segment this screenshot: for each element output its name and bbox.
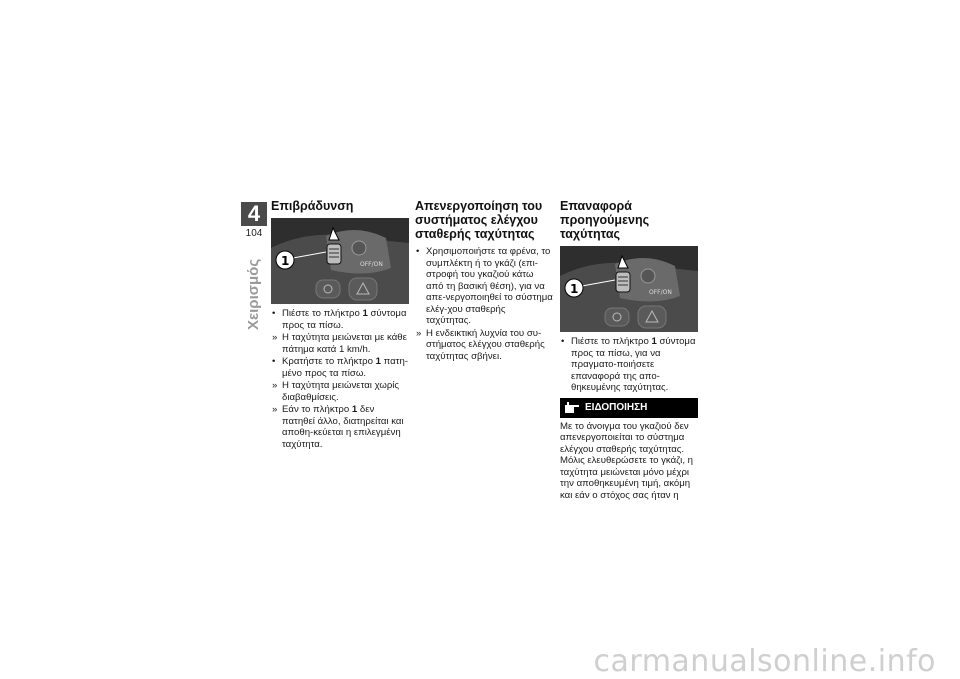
- callout-1: 1: [281, 254, 290, 268]
- watermark: carmanualsonline.info: [593, 644, 936, 679]
- list-item: • Κρατήστε το πλήκτρο 1 πατη-μένο προς τα πίσω.: [272, 356, 408, 379]
- steps-list: [271, 308, 409, 450]
- list-item: • Χρησιμοποιήστε τα φρένα, το συμπλέκτη ή το γκάζι (επι-στροφή του γκαζιού κάτω από τη βασική θέση), για να απε-νεργοποιηθεί το σύστημα ελέγ-χου σταθερής ταχύτητας.: [416, 246, 553, 326]
- column-resume: [560, 199, 698, 501]
- list-item: • Πιέστε το πλήκτρο 1 σύντομα προς τα πίσω, για να πραγματο-ποιήσετε επαναφορά της απο-θηκευμένης ταχύτητας.: [561, 336, 696, 393]
- heading-deactivation: Απενεργοποίηση του συστήματος ελέγχου σταθερής ταχύτητας: [415, 199, 543, 241]
- column-deactivation: [415, 199, 553, 363]
- switch-label: OFF/ON: [360, 261, 383, 268]
- list-item: » Η ενδεικτική λυχνία του συ-στήματος ελέγχου σταθερής ταχύτητας σβήνει.: [416, 327, 545, 362]
- notice-banner: [560, 398, 698, 418]
- hand-pointing-icon: [565, 402, 579, 414]
- heading-deceleration: Επιβράδυνση: [271, 199, 354, 213]
- page-number: 104: [245, 228, 263, 239]
- chapter-number: 4: [241, 202, 267, 226]
- column-deceleration: [271, 199, 409, 451]
- list-item: » Εάν το πλήκτρο 1 δεν πατηθεί άλλο, διατηρείται και αποθη-κεύεται η επιλεγμένη ταχύτητα.: [272, 404, 404, 450]
- list-item: » Η ταχύτητα μειώνεται με κάθε πάτημα κατά 1 km/h.: [272, 332, 407, 355]
- handlebar-switch-photo: [271, 218, 409, 304]
- callout-1: 1: [570, 282, 579, 296]
- notice-label: ΕΙΔΟΠΟΙΗΣΗ: [585, 402, 648, 413]
- handlebar-switch-photo: [560, 246, 698, 332]
- notice-text: Με το άνοιγμα του γκαζιού δεν απενεργοποιείται το σύστημα ελέγχου σταθερής ταχύτητας. Μόλις ελευθερώσετε το γκάζι, η ταχύτητα μειώνεται μόνο μέχρι την αποθηκευμένη τιμή, ακόμη και εάν ο στόχος σας ήταν η: [560, 420, 693, 501]
- switch-label: OFF/ON: [649, 289, 672, 296]
- steps-list: [560, 336, 698, 394]
- list-item: • Πιέστε το πλήκτρο 1 σύντομα προς τα πίσω.: [272, 308, 407, 331]
- steps-list: [415, 246, 553, 362]
- heading-resume: Επαναφορά προηγούμενης ταχύτητας: [560, 199, 650, 241]
- section-side-title: Χειρισμός: [245, 258, 262, 330]
- list-item: » Η ταχύτητα μειώνεται χωρίς διαβαθμίσεις.: [272, 380, 400, 403]
